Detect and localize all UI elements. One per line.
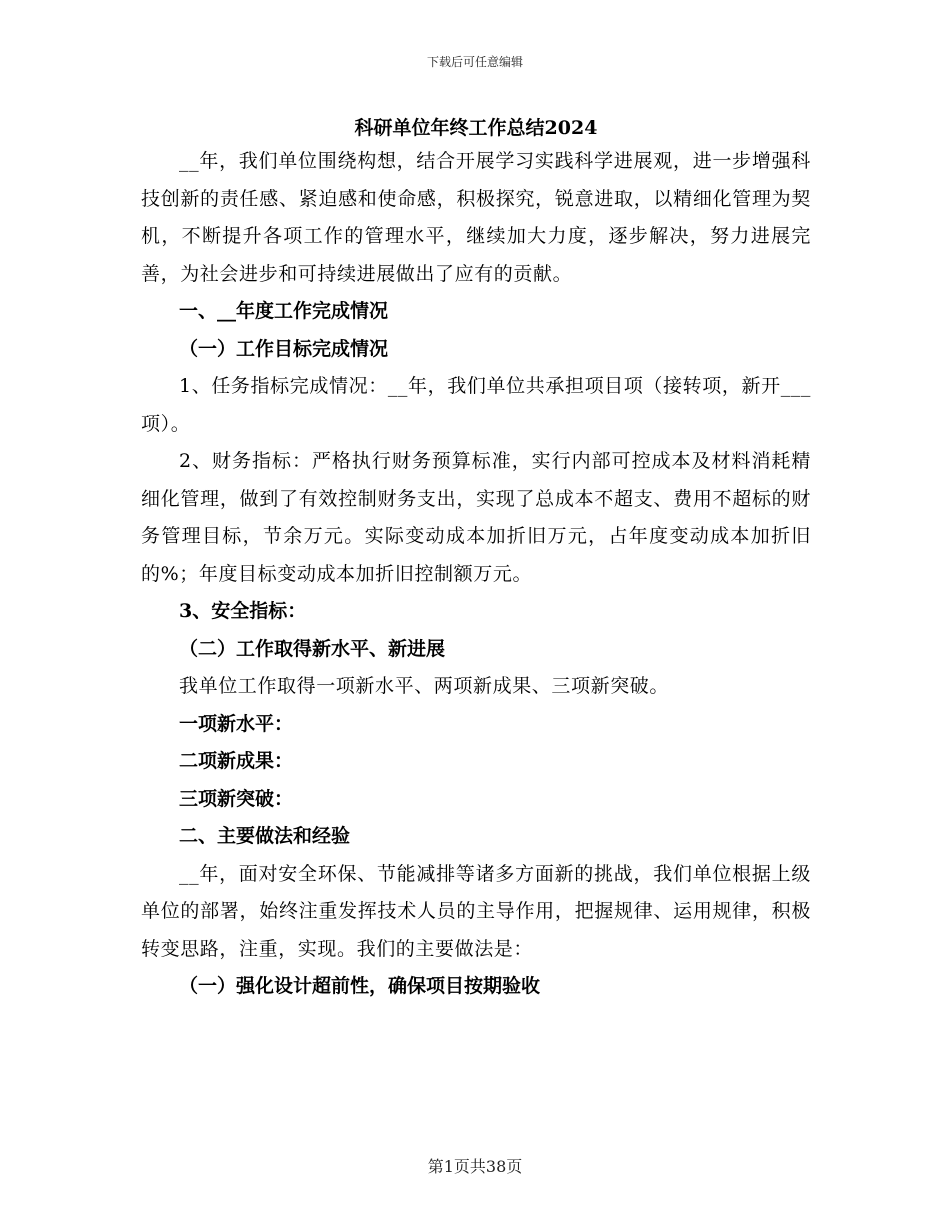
subsection-heading-2-1: （一）强化设计超前性，确保项目按期验收 (179, 975, 541, 997)
finance-indicator-paragraph: 2、财务指标：严格执行财务预算标准，实行内部可控成本及材料消耗精细化管理，做到了有效控制财务支出，实现了总成本不超支、费用不超标的财务管理目标，节余万元。实际变动成本加折旧万元，占年度变动成本加折旧的%；年度目标变动成本加折旧控制额万元。 (141, 450, 811, 585)
section-heading-1: 一、__年度工作完成情况 (179, 300, 389, 322)
document-body (141, 113, 811, 1006)
document-title: 科研单位年终工作总结2024 (354, 117, 598, 139)
task-indicator-paragraph: 1、任务指标完成情况：__年，我们单位共承担项目项（接转项，新开___项）。 (141, 375, 811, 435)
section-heading-2: 二、主要做法和经验 (179, 825, 351, 847)
methods-paragraph: __年，面对安全环保、节能减排等诸多方面新的挑战，我们单位根据上级单位的部署，始终注重发挥技术人员的主导作用，把握规律、运用规律，积极转变思路，注重，实现。我们的主要做法是： (141, 862, 811, 960)
achievements-paragraph: 我单位工作取得一项新水平、两项新成果、三项新突破。 (179, 675, 670, 697)
subsection-heading-1-2: （二）工作取得新水平、新进展 (179, 637, 446, 660)
new-level-item: 一项新水平： (179, 712, 294, 735)
intro-paragraph: __年，我们单位围绕构想，结合开展学习实践科学进展观，进一步增强科技创新的责任感、紧迫感和使命感，积极探究，锐意进取，以精细化管理为契机，不断提升各项工作的管理水平，继续加大力度，逐步解决，努力进展完善，为社会进步和可持续进展做出了应有的贡献。 (141, 150, 811, 285)
subsection-heading-1-1: （一）工作目标完成情况 (179, 337, 389, 360)
page-footer: 第1页共38页 (427, 1157, 523, 1176)
safety-indicator-heading: 3、安全指标： (179, 600, 307, 622)
header-note: 下载后可任意编辑 (426, 55, 523, 69)
new-breakthroughs-item: 三项新突破： (179, 787, 294, 810)
new-results-item: 二项新成果： (179, 750, 294, 772)
